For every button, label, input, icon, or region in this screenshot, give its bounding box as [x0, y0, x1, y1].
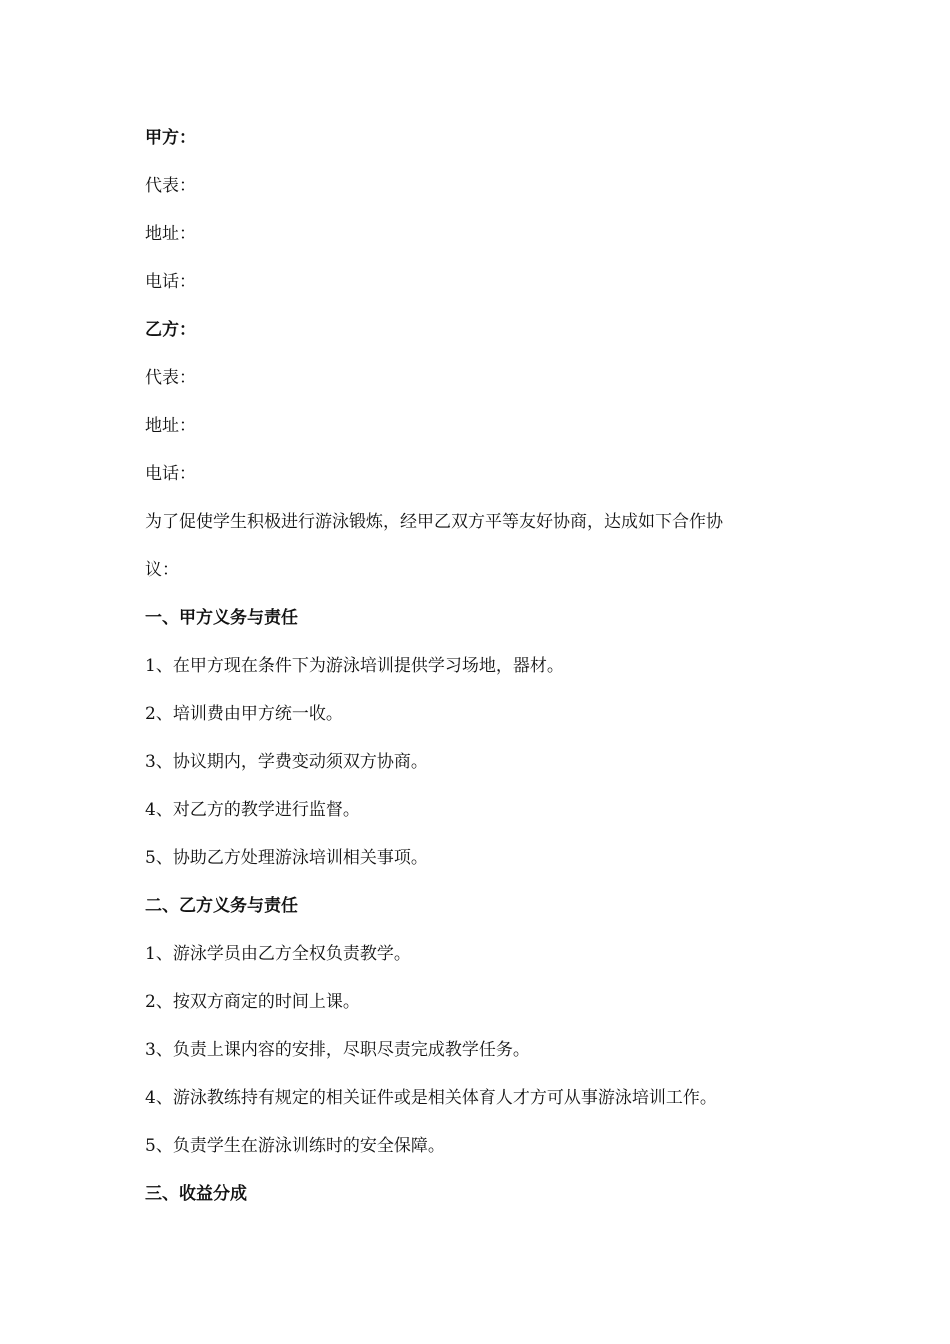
document-body — [145, 126, 805, 1230]
list-item: 1、在甲方现在条件下为游泳培训提供学习场地，器材。 — [145, 656, 564, 676]
party-a-address: 地址： — [145, 224, 196, 244]
section-1-heading: 一、甲方义务与责任 — [145, 608, 298, 628]
section-2-heading: 二、乙方义务与责任 — [145, 896, 298, 916]
party-b-rep: 代表： — [145, 368, 196, 388]
party-b-address: 地址： — [145, 416, 196, 436]
party-a-phone: 电话： — [145, 272, 196, 292]
list-item: 5、协助乙方处理游泳培训相关事项。 — [145, 848, 428, 868]
party-b-heading: 乙方： — [145, 320, 196, 340]
list-item: 4、游泳教练持有规定的相关证件或是相关体育人才方可从事游泳培训工作。 — [145, 1088, 717, 1108]
party-a-heading: 甲方： — [145, 128, 196, 148]
list-item: 3、协议期内，学费变动须双方协商。 — [145, 752, 428, 772]
party-a-rep: 代表： — [145, 176, 196, 196]
intro-line-2: 议： — [145, 560, 179, 580]
intro-line-1: 为了促使学生积极进行游泳锻炼，经甲乙双方平等友好协商，达成如下合作协 — [145, 512, 723, 532]
list-item: 4、对乙方的教学进行监督。 — [145, 800, 360, 820]
list-item: 3、负责上课内容的安排，尽职尽责完成教学任务。 — [145, 1040, 530, 1060]
section-3-heading: 三、收益分成 — [145, 1184, 247, 1204]
list-item: 5、负责学生在游泳训练时的安全保障。 — [145, 1136, 445, 1156]
list-item: 2、培训费由甲方统一收。 — [145, 704, 343, 724]
list-item: 2、按双方商定的时间上课。 — [145, 992, 360, 1012]
party-b-phone: 电话： — [145, 464, 196, 484]
list-item: 1、游泳学员由乙方全权负责教学。 — [145, 944, 411, 964]
